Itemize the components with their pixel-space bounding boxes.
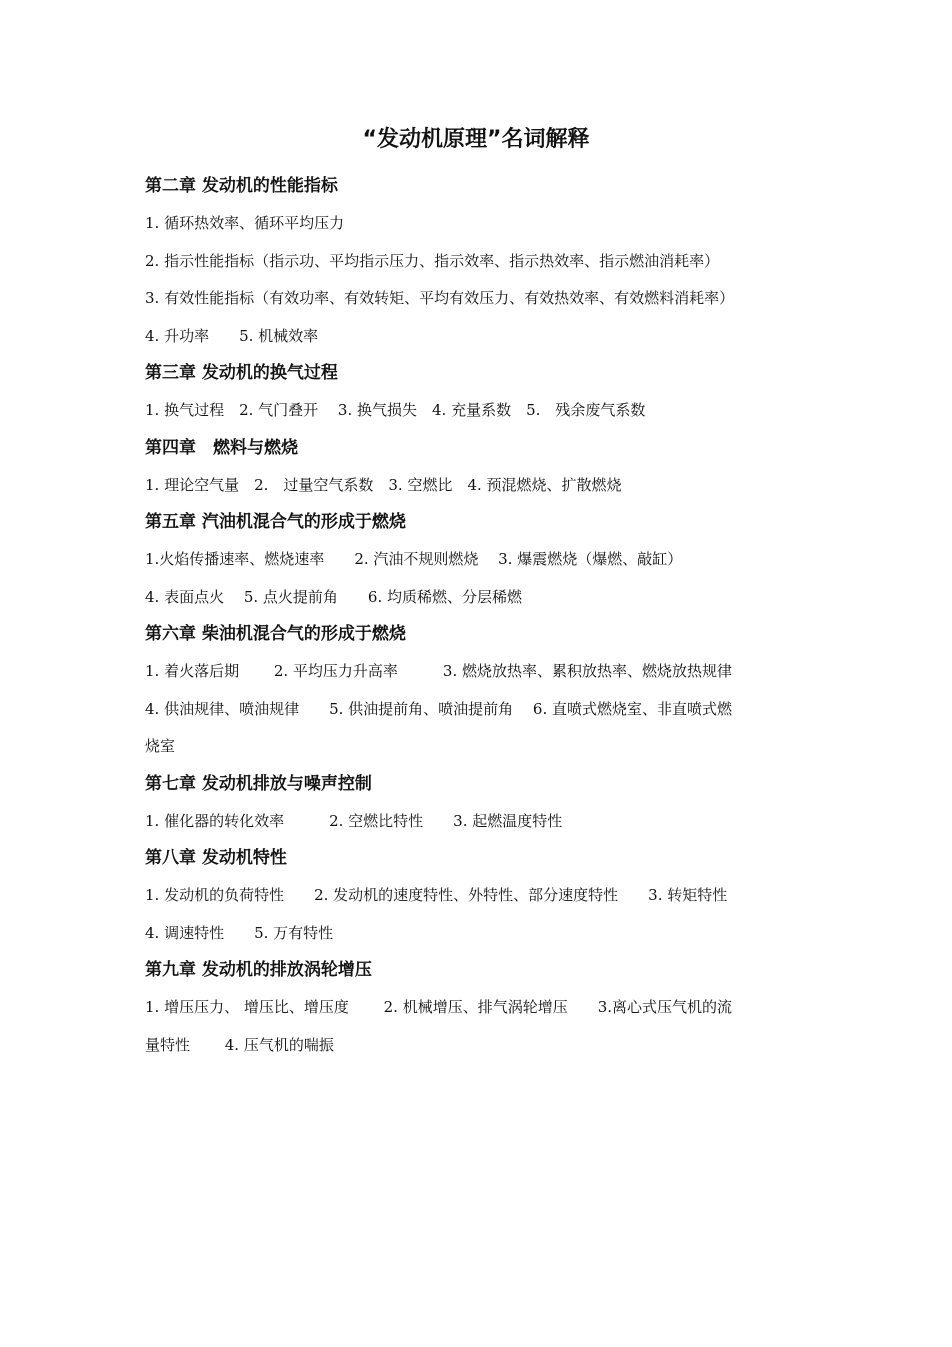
term-list-line: 烧室 xyxy=(145,737,176,755)
term-list-line: 1.火焰传播速率、燃烧速率 2. 汽油不规则燃烧 3. 爆震燃烧（爆燃、敲缸） xyxy=(145,550,683,568)
term-list-line: 1. 发动机的负荷特性 2. 发动机的速度特性、外特性、部分速度特性 3. 转矩特性 xyxy=(145,886,728,904)
term-list-line: 4. 供油规律、喷油规律 5. 供油提前角、喷油提前角 6. 直喷式燃烧室、非直喷式燃 xyxy=(145,699,733,718)
term-list-line: 1. 催化器的转化效率 2. 空燃比特性 3. 起燃温度特性 xyxy=(145,811,563,830)
chapter-heading: 第九章 发动机的排放涡轮增压 xyxy=(145,960,372,980)
chapter-heading: 第五章 汽油机混合气的形成于燃烧 xyxy=(145,512,406,532)
term-list-line: 量特性 4. 压气机的喘振 xyxy=(145,1035,334,1054)
term-list-line: 1. 着火落后期 2. 平均压力升高率 3. 燃烧放热率、累积放热率、燃烧放热规律 xyxy=(145,662,733,680)
chapter-section xyxy=(145,952,825,1064)
term-list-line: 4. 升功率 5. 机械效率 xyxy=(145,326,319,345)
chapter-heading: 第七章 发动机排放与噪声控制 xyxy=(145,773,372,794)
chapter-section xyxy=(145,840,825,952)
term-list-line: 1. 增压压力、 增压比、增压度 2. 机械增压、排气涡轮增压 3.离心式压气机的流 xyxy=(145,998,733,1016)
chapter-heading: 第八章 发动机特性 xyxy=(145,848,287,868)
document-title: “发动机原理”名词解释 xyxy=(362,127,590,152)
chapter-section xyxy=(145,504,825,616)
chapter-heading: 第四章 燃料与燃烧 xyxy=(145,437,298,458)
chapter-section xyxy=(145,430,825,505)
chapter-heading: 第六章 柴油机混合气的形成于燃烧 xyxy=(145,624,406,644)
term-list-line: 1. 理论空气量 2. 过量空气系数 3. 空燃比 4. 预混燃烧、扩散燃烧 xyxy=(145,475,622,494)
document-body xyxy=(145,168,825,1064)
chapter-section xyxy=(145,766,825,841)
chapter-heading: 第二章 发动机的性能指标 xyxy=(145,176,338,196)
term-list-line: 4. 调速特性 5. 万有特性 xyxy=(145,923,334,942)
chapter-heading: 第三章 发动机的换气过程 xyxy=(145,363,338,383)
chapter-section xyxy=(145,168,825,355)
term-list-line: 2. 指示性能指标（指示功、平均指示压力、指示效率、指示热效率、指示燃油消耗率） xyxy=(145,251,720,270)
term-list-line: 1. 换气过程 2. 气门叠开 3. 换气损失 4. 充量系数 5. 残余废气系数 xyxy=(145,401,646,419)
term-list-line: 1. 循环热效率、循环平均压力 xyxy=(145,214,345,232)
term-list-line: 4. 表面点火 5. 点火提前角 6. 均质稀燃、分层稀燃 xyxy=(145,587,523,606)
chapter-section xyxy=(145,355,825,430)
term-list-line: 3. 有效性能指标（有效功率、有效转矩、平均有效压力、有效热效率、有效燃料消耗率） xyxy=(145,289,735,307)
chapter-section xyxy=(145,616,825,766)
